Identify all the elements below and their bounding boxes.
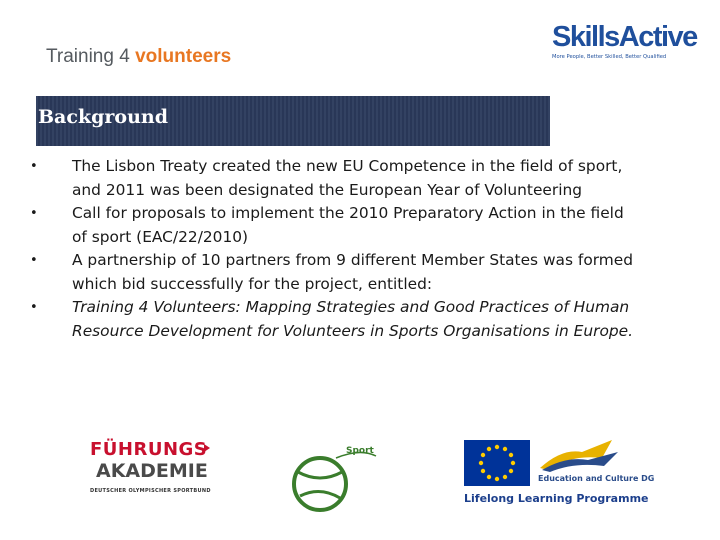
fuhrungs-logo-line3: DEUTSCHER OLYMPISCHER SPORTBUND xyxy=(90,488,211,494)
title-accent: volunteers xyxy=(135,46,232,67)
fuhrungs-logo-line2: AKADEMIE xyxy=(96,460,208,482)
list-item xyxy=(30,202,642,249)
bullet-text: Call for proposals to implement the 2010 Preparatory Action in the field of sport (EAC/22/2010) xyxy=(72,204,624,246)
bullet-icon: • xyxy=(30,253,38,268)
skillsactive-logo-word: SkillsActive xyxy=(552,21,697,53)
bullet-icon: • xyxy=(30,159,38,174)
bullet-text: Training 4 Volunteers: Mapping Strategies and Good Practices of Human Resource Development for Volunteers in Sports Organisations in Europe. xyxy=(72,298,634,340)
fuhrungs-akademie-logo xyxy=(90,440,220,510)
skillsactive-logo-tagline: More People, Better Skilled, Better Qualified xyxy=(552,54,667,60)
list-item xyxy=(30,296,642,343)
bullet-text: A partnership of 10 partners from 9 different Member States was formed which bid successfully for the project, entitled: xyxy=(72,251,634,293)
sport-logo-label: Sport xyxy=(346,446,374,456)
lifelong-learning-logo xyxy=(462,438,655,510)
eu-sport-logo xyxy=(290,438,380,518)
chevron-right-icon xyxy=(204,444,210,452)
list-item xyxy=(30,249,642,296)
eu-logo-dg-text: Education and Culture DG xyxy=(538,474,655,483)
section-heading: Background xyxy=(38,106,168,128)
title-prefix: Training 4 xyxy=(46,46,130,67)
list-item xyxy=(30,155,642,202)
bullet-text: The Lisbon Treaty created the new EU Competence in the field of sport, and 2011 was been designated the European Year of Volunteering xyxy=(72,157,623,199)
bullet-icon: • xyxy=(30,206,38,221)
bullet-list xyxy=(30,155,642,343)
skillsactive-logo xyxy=(552,21,697,68)
fuhrungs-logo-line1: FÜHRUNGS xyxy=(90,439,208,460)
eu-logo-programme-text: Lifelong Learning Programme xyxy=(464,492,649,505)
section-banner xyxy=(36,96,550,146)
bullet-icon: • xyxy=(30,300,38,315)
slide-title xyxy=(46,46,231,68)
